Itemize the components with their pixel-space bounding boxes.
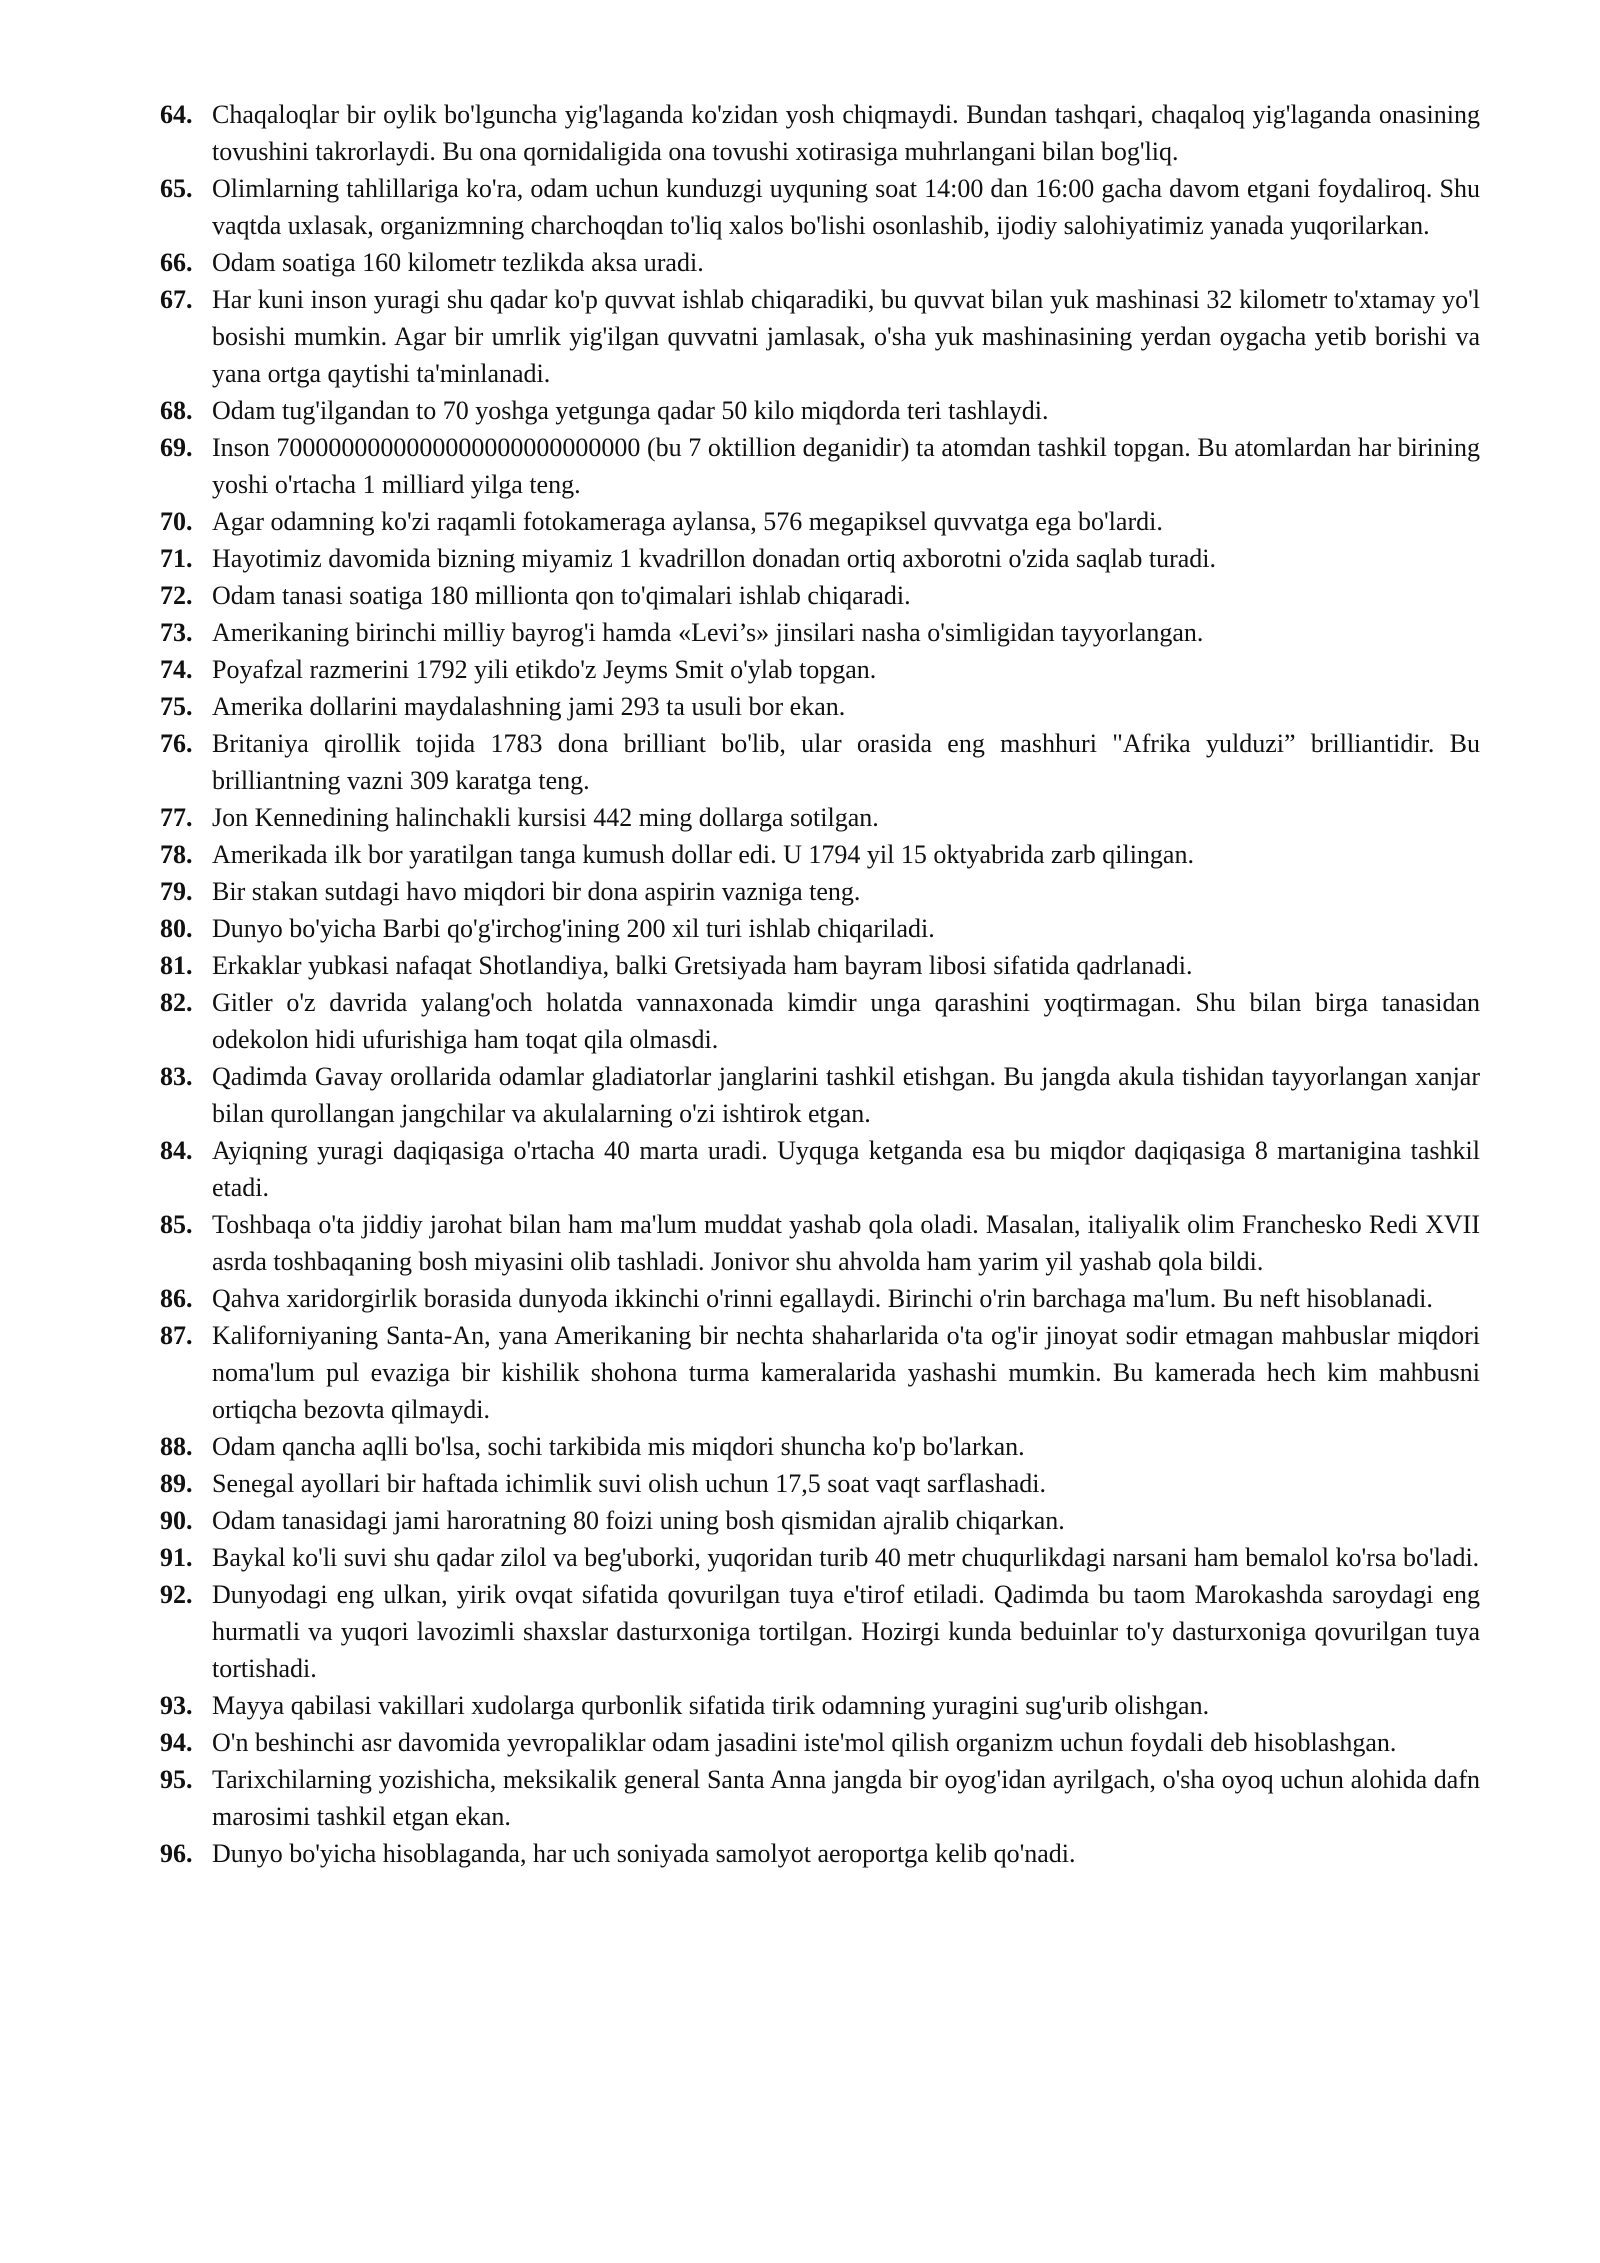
fact-item bbox=[160, 1206, 1480, 1280]
fact-text: Odam soatiga 160 kilometr tezlikda aksa uradi. bbox=[212, 248, 704, 277]
fact-item bbox=[160, 688, 1480, 725]
facts-list bbox=[160, 96, 1480, 1872]
fact-item bbox=[160, 1465, 1480, 1502]
fact-text: Jon Kennedining halinchakli kursisi 442 ming dollarga sotilgan. bbox=[212, 803, 879, 832]
fact-text: Har kuni inson yuragi shu qadar ko'p quvvat ishlab chiqaradiki, bu quvvat bilan yuk mashinasi 32 kilometr to'xtamay yo'l bosishi mumkin. Agar bir umrlik yig'ilgan quvvatni jamlasak, o'sha yuk mashinasining yerdan oygacha yetib borishi va yana ortga qaytishi ta'minlanadi. bbox=[212, 285, 1480, 388]
fact-text: Odam tanasi soatiga 180 millionta qon to'qimalari ishlab chiqaradi. bbox=[212, 581, 911, 610]
fact-text: Olimlarning tahlillariga ko'ra, odam uchun kunduzgi uyquning soat 14:00 dan 16:00 gacha davom etgani foydaliroq. Shu vaqtda uxlasak, organizmning charchoqdan to'liq xalos bo'lishi osonlashib, ijodiy salohiyatimiz yanada yuqorilarkan. bbox=[212, 174, 1480, 240]
fact-number: 75. bbox=[160, 692, 193, 721]
fact-text: Amerikada ilk bor yaratilgan tanga kumush dollar edi. U 1794 yil 15 oktyabrida zarb qilingan. bbox=[212, 840, 1194, 869]
fact-number: 86. bbox=[160, 1284, 193, 1313]
fact-text: Tarixchilarning yozishicha, meksikalik general Santa Anna jangda bir oyog'idan ayrilgach, o'sha oyoq uchun alohida dafn marosimi tashkil etgan ekan. bbox=[212, 1765, 1480, 1831]
fact-text: Odam qancha aqlli bo'lsa, sochi tarkibida mis miqdori shuncha ko'p bo'larkan. bbox=[212, 1432, 1025, 1461]
fact-item bbox=[160, 1317, 1480, 1428]
fact-number: 90. bbox=[160, 1506, 193, 1535]
fact-number: 77. bbox=[160, 803, 193, 832]
fact-text: Kaliforniyaning Santa-An, yana Amerikaning bir nechta shaharlarida o'ta og'ir jinoyat sodir etmagan mahbuslar miqdori noma'lum pul evaziga bir kishilik shohona turma kameralarida yashashi mumkin. Bu kamerada hech kim mahbusni ortiqcha bezovta qilmaydi. bbox=[212, 1321, 1480, 1424]
fact-item bbox=[160, 1761, 1480, 1835]
fact-item bbox=[160, 873, 1480, 910]
fact-text: Qadimda Gavay orollarida odamlar gladiatorlar janglarini tashkil etishgan. Bu jangda akula tishidan tayyorlangan xanjar bilan qurollangan jangchilar va akulalarning o'zi ishtirok etgan. bbox=[212, 1062, 1480, 1128]
fact-number: 76. bbox=[160, 729, 193, 758]
fact-item bbox=[160, 1058, 1480, 1132]
fact-text: Baykal ko'li suvi shu qadar zilol va beg'uborki, yuqoridan turib 40 metr chuqurlikdagi narsani ham bemalol ko'rsa bo'ladi. bbox=[212, 1543, 1480, 1572]
fact-number: 70. bbox=[160, 507, 193, 536]
fact-item bbox=[160, 429, 1480, 503]
fact-number: 95. bbox=[160, 1765, 193, 1794]
fact-item bbox=[160, 1576, 1480, 1687]
fact-item bbox=[160, 1835, 1480, 1872]
fact-number: 65. bbox=[160, 174, 193, 203]
fact-item bbox=[160, 1132, 1480, 1206]
fact-number: 78. bbox=[160, 840, 193, 869]
fact-number: 92. bbox=[160, 1580, 193, 1609]
fact-text: Erkaklar yubkasi nafaqat Shotlandiya, balki Gretsiyada ham bayram libosi sifatida qadrlanadi. bbox=[212, 951, 1193, 980]
fact-number: 64. bbox=[160, 100, 193, 129]
fact-number: 80. bbox=[160, 914, 193, 943]
fact-item bbox=[160, 836, 1480, 873]
fact-text: Bir stakan sutdagi havo miqdori bir dona aspirin vazniga teng. bbox=[212, 877, 861, 906]
fact-item bbox=[160, 1724, 1480, 1761]
fact-number: 88. bbox=[160, 1432, 193, 1461]
fact-number: 89. bbox=[160, 1469, 193, 1498]
fact-item bbox=[160, 725, 1480, 799]
fact-number: 72. bbox=[160, 581, 193, 610]
fact-number: 81. bbox=[160, 951, 193, 980]
fact-text: Ayiqning yuragi daqiqasiga o'rtacha 40 marta uradi. Uyquga ketganda esa bu miqdor daqiqasiga 8 martanigina tashkil etadi. bbox=[212, 1136, 1480, 1202]
fact-number: 85. bbox=[160, 1210, 193, 1239]
fact-number: 68. bbox=[160, 396, 193, 425]
fact-text: O'n beshinchi asr davomida yevropaliklar odam jasadini iste'mol qilish organizm uchun foydali deb hisoblashgan. bbox=[212, 1728, 1397, 1757]
fact-item bbox=[160, 244, 1480, 281]
fact-item bbox=[160, 503, 1480, 540]
fact-item bbox=[160, 1502, 1480, 1539]
fact-text: Odam tug'ilgandan to 70 yoshga yetgunga qadar 50 kilo miqdorda teri tashlaydi. bbox=[212, 396, 1049, 425]
fact-item bbox=[160, 170, 1480, 244]
fact-number: 93. bbox=[160, 1691, 193, 1720]
fact-item bbox=[160, 984, 1480, 1058]
fact-number: 79. bbox=[160, 877, 193, 906]
fact-text: Gitler o'z davrida yalang'och holatda vannaxonada kimdir unga qarashini yoqtirmagan. Shu bilan birga tanasidan odekolon hidi ufurishiga ham toqat qila olmasdi. bbox=[212, 988, 1480, 1054]
fact-text: Amerika dollarini maydalashning jami 293 ta usuli bor ekan. bbox=[212, 692, 846, 721]
fact-number: 83. bbox=[160, 1062, 193, 1091]
fact-text: Amerikaning birinchi milliy bayrog'i hamda «Levi’s» jinsilari nasha o'simligidan tayyorlangan. bbox=[212, 618, 1204, 647]
fact-item bbox=[160, 540, 1480, 577]
fact-number: 71. bbox=[160, 544, 193, 573]
fact-text: Hayotimiz davomida bizning miyamiz 1 kvadrillon donadan ortiq axborotni o'zida saqlab turadi. bbox=[212, 544, 1216, 573]
fact-number: 82. bbox=[160, 988, 193, 1017]
document-page bbox=[160, 96, 1480, 1872]
fact-item bbox=[160, 910, 1480, 947]
fact-number: 91. bbox=[160, 1543, 193, 1572]
fact-item bbox=[160, 1687, 1480, 1724]
fact-text: Mayya qabilasi vakillari xudolarga qurbonlik sifatida tirik odamning yuragini sug'urib olishgan. bbox=[212, 1691, 1210, 1720]
fact-text: Inson 7000000000000000000000000000 (bu 7 oktillion deganidir) ta atomdan tashkil topgan. Bu atomlardan har birining yoshi o'rtacha 1 milliard yilga teng. bbox=[212, 433, 1480, 499]
fact-item bbox=[160, 1539, 1480, 1576]
fact-item bbox=[160, 947, 1480, 984]
fact-text: Dunyodagi eng ulkan, yirik ovqat sifatida qovurilgan tuya e'tirof etiladi. Qadimda bu taom Marokashda saroydagi eng hurmatli va yuqori lavozimli shaxslar dasturxoniga tortilgan. Hozirgi kunda beduinlar to'y dasturxoniga qovurilgan tuya tortishadi. bbox=[212, 1580, 1480, 1683]
fact-text: Toshbaqa o'ta jiddiy jarohat bilan ham ma'lum muddat yashab qola oladi. Masalan, italiyalik olim Franchesko Redi XVII asrda toshbaqaning bosh miyasini olib tashladi. Jonivor shu ahvolda ham yarim yil yashab qola bildi. bbox=[212, 1210, 1480, 1276]
fact-item bbox=[160, 96, 1480, 170]
fact-item bbox=[160, 651, 1480, 688]
fact-number: 94. bbox=[160, 1728, 193, 1757]
fact-number: 67. bbox=[160, 285, 193, 314]
fact-text: Qahva xaridorgirlik borasida dunyoda ikkinchi o'rinni egallaydi. Birinchi o'rin barchaga ma'lum. Bu neft hisoblanadi. bbox=[212, 1284, 1433, 1313]
fact-number: 69. bbox=[160, 433, 193, 462]
fact-text: Dunyo bo'yicha Barbi qo'g'irchog'ining 200 xil turi ishlab chiqariladi. bbox=[212, 914, 935, 943]
fact-number: 74. bbox=[160, 655, 193, 684]
fact-number: 66. bbox=[160, 248, 193, 277]
fact-text: Poyafzal razmerini 1792 yili etikdo'z Jeyms Smit o'ylab topgan. bbox=[212, 655, 877, 684]
fact-text: Agar odamning ko'zi raqamli fotokameraga aylansa, 576 megapiksel quvvatga ega bo'lardi. bbox=[212, 507, 1163, 536]
fact-item bbox=[160, 1428, 1480, 1465]
fact-number: 73. bbox=[160, 618, 193, 647]
fact-text: Dunyo bo'yicha hisoblaganda, har uch soniyada samolyot aeroportga kelib qo'nadi. bbox=[212, 1839, 1076, 1868]
fact-text: Senegal ayollari bir haftada ichimlik suvi olish uchun 17,5 soat vaqt sarflashadi. bbox=[212, 1469, 1046, 1498]
fact-item bbox=[160, 1280, 1480, 1317]
fact-item bbox=[160, 281, 1480, 392]
fact-text: Britaniya qirollik tojida 1783 dona brilliant bo'lib, ular orasida eng mashhuri "Afrika yulduzi” brilliantidir. Bu brilliantning vazni 309 karatga teng. bbox=[212, 729, 1480, 795]
fact-number: 96. bbox=[160, 1839, 193, 1868]
fact-text: Chaqaloqlar bir oylik bo'lguncha yig'laganda ko'zidan yosh chiqmaydi. Bundan tashqari, chaqaloq yig'laganda onasining tovushini takrorlaydi. Bu ona qornidaligida ona tovushi xotirasiga muhrlangani bilan bog'liq. bbox=[212, 100, 1480, 166]
fact-item bbox=[160, 799, 1480, 836]
fact-item bbox=[160, 614, 1480, 651]
fact-item bbox=[160, 392, 1480, 429]
fact-item bbox=[160, 577, 1480, 614]
fact-number: 84. bbox=[160, 1136, 193, 1165]
fact-text: Odam tanasidagi jami haroratning 80 foizi uning bosh qismidan ajralib chiqarkan. bbox=[212, 1506, 1065, 1535]
fact-number: 87. bbox=[160, 1321, 193, 1350]
